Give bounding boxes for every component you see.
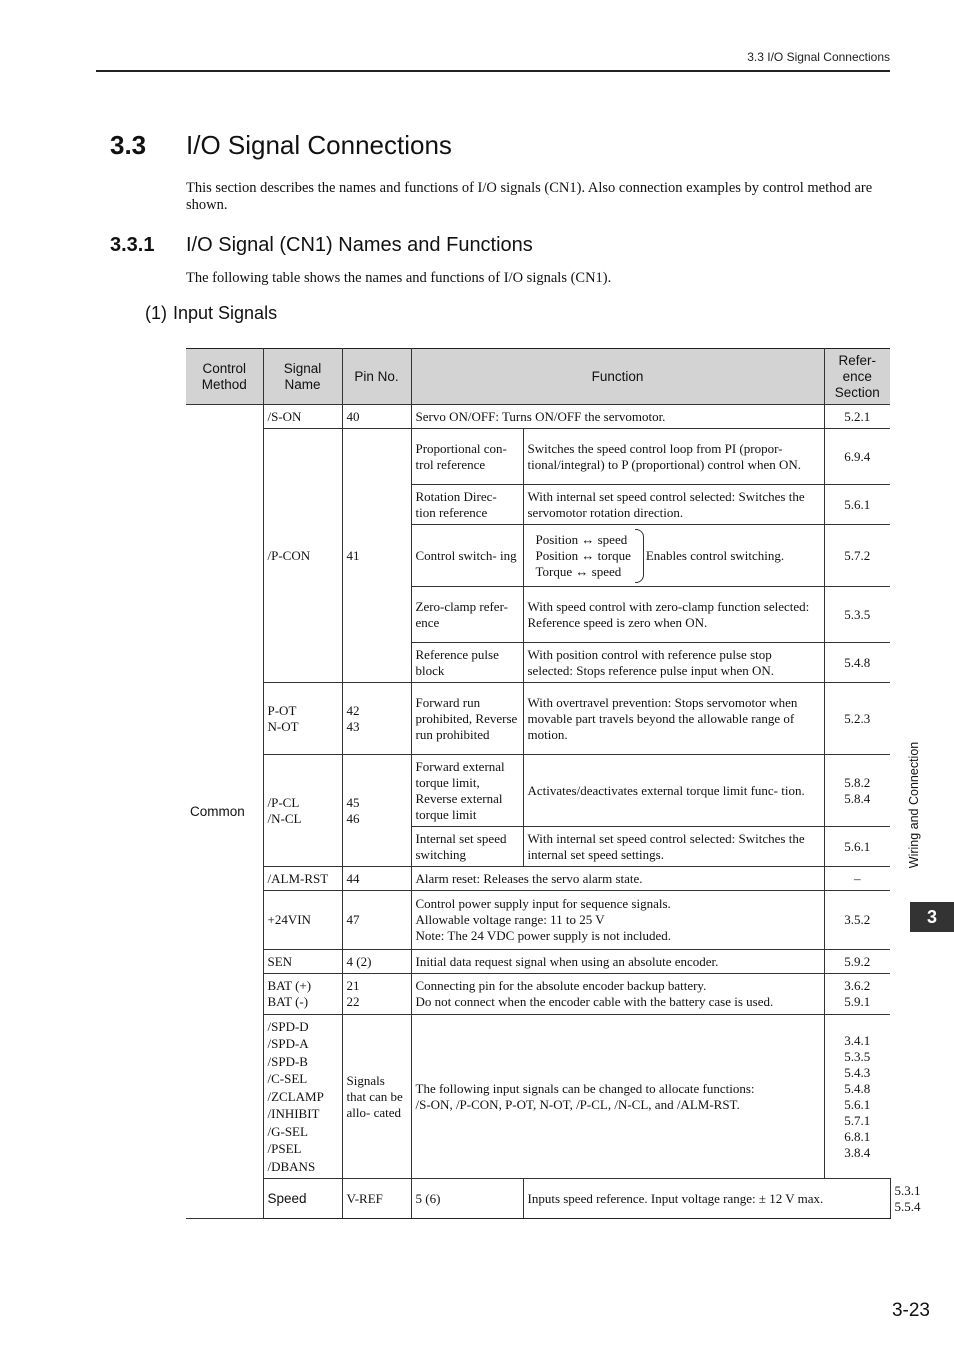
ref-cell: 6.9.4 (824, 429, 890, 485)
ref-line: 5.7.1 (844, 1112, 871, 1128)
subsection-heading (110, 234, 533, 257)
pin-cell: Signals that can be allo- cated (342, 1015, 411, 1179)
table-row (186, 429, 890, 485)
function-desc-cell (523, 525, 824, 587)
pin-cell (342, 974, 411, 1015)
control-method-speed: Speed (263, 1179, 342, 1219)
ref-line: 6.8.1 (844, 1128, 871, 1144)
signal-line: /SPD-A (267, 1036, 309, 1052)
item-heading (145, 303, 277, 324)
ref-cell: 5.7.2 (824, 525, 890, 587)
signal-cell: /ALM-RST (263, 867, 342, 891)
control-method-common: Common (186, 405, 263, 1219)
ref-line: 3.6.2 (844, 978, 871, 993)
item-title: Input Signals (173, 303, 278, 323)
ref-line: 3.8.4 (844, 1144, 871, 1160)
signal-line: /ZCLAMP (267, 1088, 324, 1104)
signal-line: /INHIBIT (267, 1106, 320, 1122)
item-marker: (1) (145, 303, 167, 323)
ref-line: 5.3.5 (844, 1048, 871, 1064)
header-reference: Refer- ence Section (824, 349, 890, 405)
table-row (186, 891, 890, 950)
function-line: Note: The 24 VDC power supply is not included. (415, 928, 672, 943)
pin-line: 46 (346, 810, 360, 826)
table-row (186, 755, 890, 827)
function-line: Control power supply input for sequence signals. (415, 896, 671, 911)
signal-line: /P-CL (267, 794, 300, 810)
pin-line: 22 (346, 994, 360, 1009)
function-line: The following input signals can be changed to allocate functions: (415, 1080, 755, 1096)
table-row (186, 950, 890, 974)
ref-line: 5.4.8 (844, 1080, 871, 1096)
pin-cell (342, 683, 411, 755)
section-title: I/O Signal Connections (186, 130, 452, 160)
table-header-row (186, 349, 890, 405)
pin-cell: 47 (342, 891, 411, 950)
pin-line: 45 (346, 794, 360, 810)
function-name-cell: Forward external torque limit, Reverse external torque limit (411, 755, 523, 827)
signal-line: /DBANS (267, 1158, 316, 1174)
header-function: Function (411, 349, 824, 405)
mode-line: Position ↔ speed (535, 531, 628, 547)
header-signal-name: Signal Name (263, 349, 342, 405)
header-pin-no: Pin No. (342, 349, 411, 405)
ref-cell: 5.2.1 (824, 405, 890, 429)
subsection-intro: The following table shows the names and functions of I/O signals (CN1). (186, 270, 612, 286)
header-control-method: Control Method (186, 349, 263, 405)
function-name-cell: Internal set speed switching (411, 827, 523, 867)
subsection-number: 3.3.1 (110, 234, 155, 256)
ref-cell: 5.6.1 (824, 827, 890, 867)
pin-line: 42 (346, 702, 360, 718)
ref-cell: 5.6.1 (824, 485, 890, 525)
ref-cell (824, 755, 890, 827)
signal-line: /SPD-B (267, 1053, 308, 1069)
signal-line: BAT (+) (267, 978, 312, 993)
signal-line: /G-SEL (267, 1123, 308, 1139)
signal-cell (263, 755, 342, 867)
signal-line: N-OT (267, 718, 299, 734)
function-line: Do not connect when the encoder cable with the battery case is used. (415, 994, 774, 1009)
function-name-cell: Proportional con- trol reference (411, 429, 523, 485)
signal-line: /N-CL (267, 810, 302, 826)
table-row (186, 405, 890, 429)
signal-cell: /S-ON (263, 405, 342, 429)
pin-cell: 44 (342, 867, 411, 891)
ref-cell (824, 974, 890, 1015)
ref-line: 3.4.1 (844, 1032, 871, 1048)
pin-cell: 5 (6) (411, 1179, 523, 1219)
mode-line: Torque ↔ speed (535, 563, 622, 579)
section-intro: This section describes the names and functions of I/O signals (CN1). Also connection examples by control method are shown. (186, 180, 873, 213)
chapter-side-tab (903, 730, 925, 880)
section-number: 3.3 (110, 130, 147, 160)
function-desc-cell: With internal set speed control selected: Switches the internal set speed settings. (523, 827, 824, 867)
function-name-cell: Reference pulse block (411, 643, 523, 683)
ref-cell: – (824, 867, 890, 891)
ref-line: 5.8.4 (844, 790, 871, 806)
signal-line: P-OT (267, 702, 297, 718)
function-name-cell: Forward run prohibited, Reverse run prohibited (411, 683, 523, 755)
signal-cell: +24VIN (263, 891, 342, 950)
function-desc-cell: With position control with reference pulse stop selected: Stops reference pulse input when ON. (523, 643, 824, 683)
table-row (186, 683, 890, 755)
page-number: 3-23 (891, 1300, 930, 1321)
function-line: Connecting pin for the absolute encoder backup battery. (415, 978, 707, 993)
mode-line: Position ↔ torque (535, 547, 631, 563)
ref-cell (824, 1015, 890, 1179)
ref-line: 5.6.1 (844, 1096, 871, 1112)
control-switching-modes (528, 532, 631, 580)
function-cell (411, 1015, 824, 1179)
table-row (186, 1015, 890, 1179)
function-line: Allowable voltage range: 11 to 25 V (415, 912, 605, 927)
control-switching-desc: Enables control switching. (645, 547, 785, 563)
signal-line: /PSEL (267, 1141, 302, 1157)
signal-cell: SEN (263, 950, 342, 974)
pin-cell (342, 755, 411, 867)
pin-line: 21 (346, 978, 360, 993)
signal-line: BAT (-) (267, 994, 309, 1009)
header-rule (96, 70, 890, 72)
chapter-number-box: 3 (910, 902, 954, 932)
function-desc-cell: With overtravel prevention: Stops servomotor when movable part travels beyond the allowable range of motion. (523, 683, 824, 755)
ref-cell: 5.2.3 (824, 683, 890, 755)
function-name-cell: Rotation Direc- tion reference (411, 485, 523, 525)
ref-cell: 5.4.8 (824, 643, 890, 683)
function-cell: Inputs speed reference. Input voltage range: ± 12 V max. (523, 1179, 890, 1219)
function-desc-cell: Activates/deactivates external torque limit func- tion. (523, 755, 824, 827)
pin-line: 43 (346, 718, 360, 734)
function-cell (411, 974, 824, 1015)
signal-cell: /P-CON (263, 429, 342, 683)
function-cell: Alarm reset: Releases the servo alarm state. (411, 867, 824, 891)
signal-line: /SPD-D (267, 1018, 309, 1034)
function-desc-cell: Switches the speed control loop from PI (propor- tional/integral) to P (proportional) control when ON. (523, 429, 824, 485)
brace-symbol (635, 529, 644, 583)
section-heading (110, 130, 452, 161)
ref-line: 5.4.3 (844, 1064, 871, 1080)
function-line: /S-ON, /P-CON, P-OT, N-OT, /P-CL, /N-CL, and /ALM-RST. (415, 1096, 740, 1112)
function-cell (411, 891, 824, 950)
function-desc-cell: With internal set speed control selected: Switches the servomotor rotation direction. (523, 485, 824, 525)
ref-cell: 3.5.2 (824, 891, 890, 950)
pin-cell: 41 (342, 429, 411, 683)
pin-cell: 4 (2) (342, 950, 411, 974)
function-cell: Initial data request signal when using an absolute encoder. (411, 950, 824, 974)
signal-cell (263, 1015, 342, 1179)
ref-cell: 5.3.5 (824, 587, 890, 643)
control-switching-group (528, 529, 820, 583)
signal-cell (263, 683, 342, 755)
function-name-cell: Control switch- ing (411, 525, 523, 587)
table-row: Speed V-REF 5 (6) Inputs speed reference. Input voltage range: ± 12 V max. 5.3.1 5.5.4 (186, 1179, 890, 1219)
ref-line: 5.9.1 (844, 994, 871, 1009)
signal-cell: V-REF (342, 1179, 411, 1219)
ref-cell: 5.9.2 (824, 950, 890, 974)
function-cell: Servo ON/OFF: Turns ON/OFF the servomotor. (411, 405, 824, 429)
signal-cell (263, 974, 342, 1015)
table-row (186, 974, 890, 1015)
running-head: 3.3 I/O Signal Connections (747, 50, 890, 64)
chapter-side-label: Wiring and Connection (907, 741, 921, 869)
signal-line: /C-SEL (267, 1071, 308, 1087)
pin-cell: 40 (342, 405, 411, 429)
ref-line: 5.8.2 (844, 774, 871, 790)
subsection-title: I/O Signal (CN1) Names and Functions (186, 234, 533, 256)
function-desc-cell: With speed control with zero-clamp function selected: Reference speed is zero when ON. (523, 587, 824, 643)
table-row (186, 867, 890, 891)
function-name-cell: Zero-clamp refer- ence (411, 587, 523, 643)
